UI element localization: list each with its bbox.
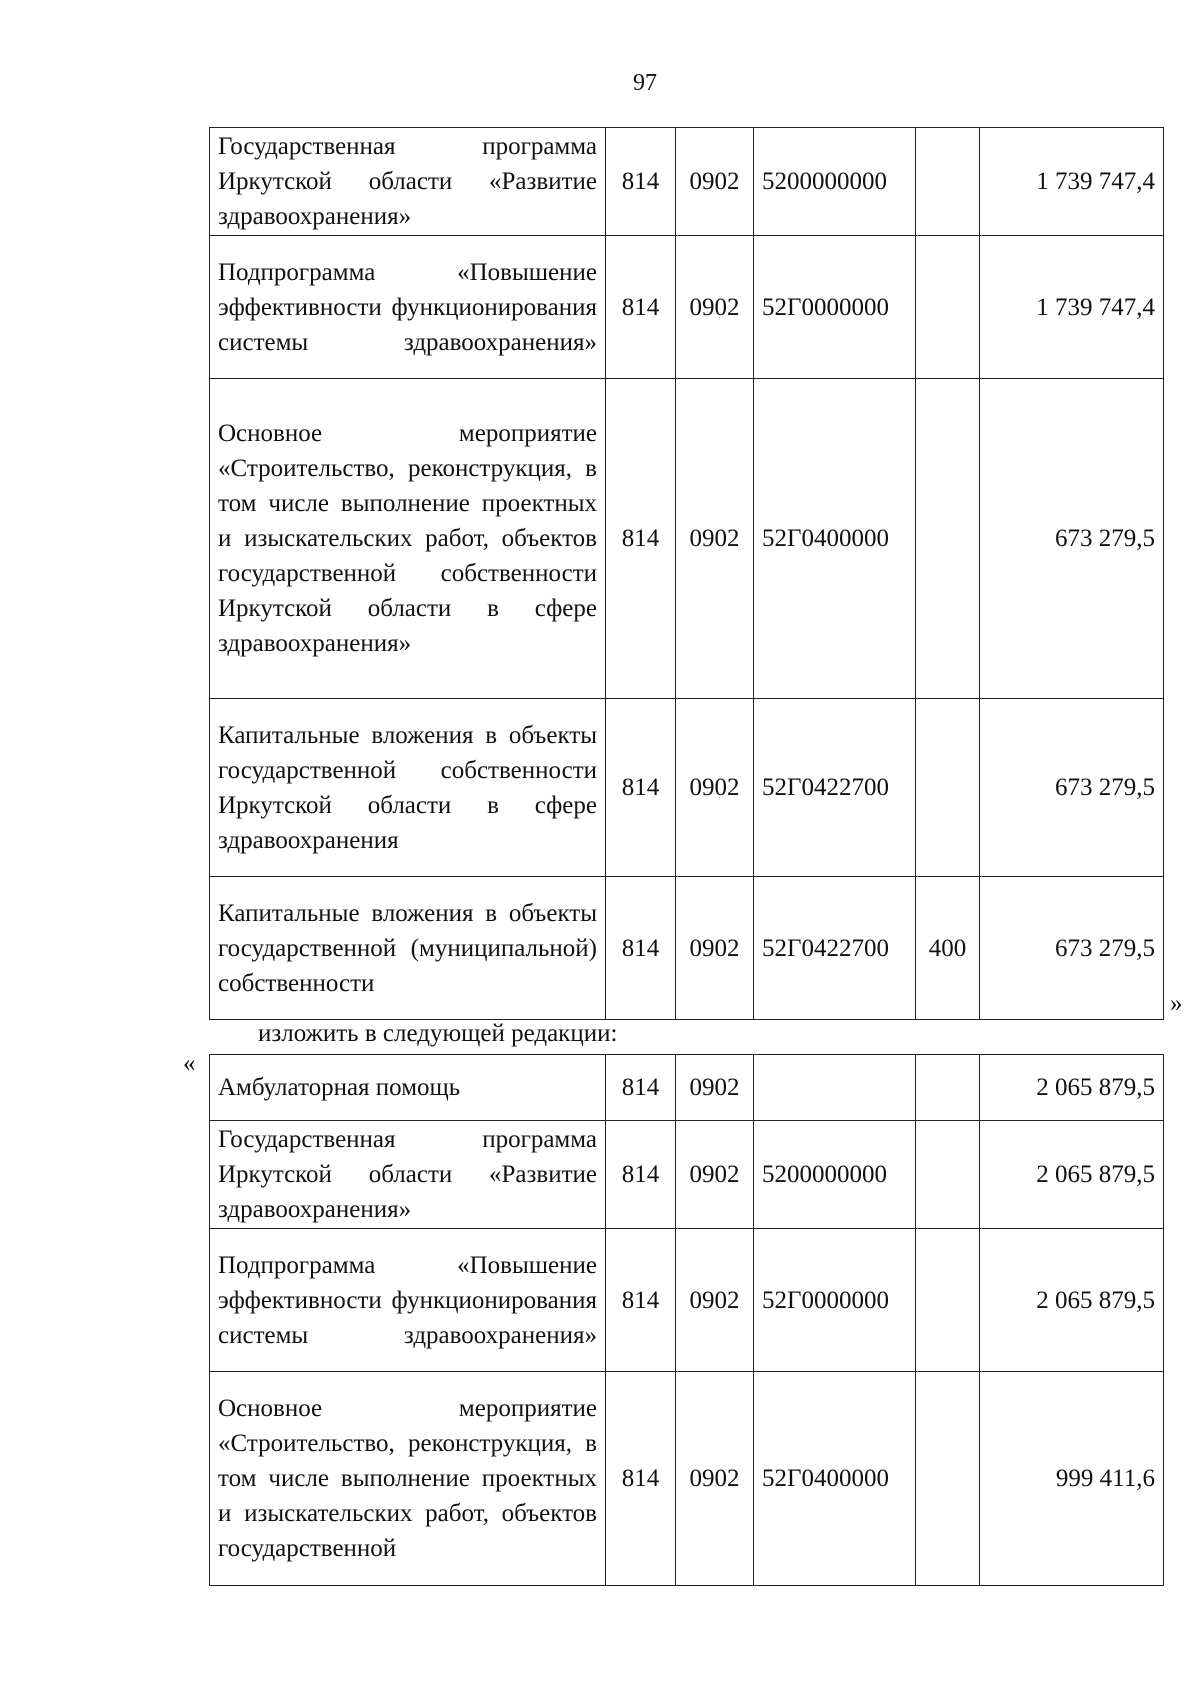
cell-sum: 673 279,5 [980,699,1164,877]
cell-sum: 673 279,5 [980,379,1164,699]
cell-sum: 1 739 747,4 [980,236,1164,379]
row-name: Капитальные вложения в объекты государственной (муниципальной) собственности [210,877,606,1020]
budget-table-before [209,127,1164,1020]
row-name: Государственная программа Иркутской области «Развитие здравоохранения» [210,128,606,236]
cell-gr: 814 [606,1229,676,1372]
row-name: Капитальные вложения в объекты государственной собственности Иркутской области в сфере здравоохранения [210,699,606,877]
cell-sum: 673 279,5 [980,877,1164,1020]
cell-rz: 0902 [676,1229,754,1372]
cell-csr: 52Г0400000 [754,1372,916,1586]
cell-vr [916,128,980,236]
cell-vr [916,1121,980,1229]
cell-gr: 814 [606,236,676,379]
closing-quote: » [1170,990,1183,1017]
cell-rz: 0902 [676,236,754,379]
cell-rz: 0902 [676,1121,754,1229]
cell-vr [916,1229,980,1372]
cell-sum: 999 411,6 [980,1372,1164,1586]
cell-vr [916,236,980,379]
page-number: 97 [633,70,657,96]
cell-rz: 0902 [676,1372,754,1586]
cell-gr: 814 [606,128,676,236]
row-name: Основное мероприятие «Строительство, реконструкция, в том числе выполнение проектных и изыскательских работ, объектов государственной [210,1372,606,1586]
table-row [210,128,1164,236]
cell-sum: 1 739 747,4 [980,128,1164,236]
budget-table-after [209,1054,1164,1586]
cell-sum: 2 065 879,5 [980,1055,1164,1121]
cell-gr: 814 [606,1372,676,1586]
cell-rz: 0902 [676,699,754,877]
cell-sum: 2 065 879,5 [980,1121,1164,1229]
cell-csr: 52Г0422700 [754,699,916,877]
row-name: Подпрограмма «Повышение эффективности функционирования системы здравоохранения» [210,236,606,379]
table-row [210,1121,1164,1229]
cell-gr: 814 [606,1121,676,1229]
cell-rz: 0902 [676,877,754,1020]
cell-csr: 52Г0000000 [754,1229,916,1372]
cell-csr: 5200000000 [754,1121,916,1229]
cell-csr [754,1055,916,1121]
cell-csr: 52Г0422700 [754,877,916,1020]
transition-text: изложить в следующей редакции: [258,1020,618,1047]
cell-csr: 52Г0000000 [754,236,916,379]
cell-rz: 0902 [676,1055,754,1121]
row-name: Подпрограмма «Повышение эффективности функционирования системы здравоохранения» [210,1229,606,1372]
cell-gr: 814 [606,379,676,699]
table-row [210,877,1164,1020]
table-row [210,1229,1164,1372]
row-name: Основное мероприятие «Строительство, реконструкция, в том числе выполнение проектных и изыскательских работ, объектов государственной собственности Иркутской области в сфере здравоохранения» [210,379,606,699]
table-row [210,1372,1164,1586]
cell-vr [916,379,980,699]
table-row [210,1055,1164,1121]
row-name: Амбулаторная помощь [210,1055,606,1121]
table-row [210,379,1164,699]
opening-quote: « [183,1050,196,1077]
cell-gr: 814 [606,1055,676,1121]
table-row [210,236,1164,379]
cell-vr [916,699,980,877]
cell-csr: 52Г0400000 [754,379,916,699]
cell-rz: 0902 [676,128,754,236]
table-row [210,699,1164,877]
cell-sum: 2 065 879,5 [980,1229,1164,1372]
cell-gr: 814 [606,877,676,1020]
cell-gr: 814 [606,699,676,877]
cell-vr: 400 [916,877,980,1020]
cell-vr [916,1055,980,1121]
cell-vr [916,1372,980,1586]
cell-rz: 0902 [676,379,754,699]
cell-csr: 5200000000 [754,128,916,236]
row-name: Государственная программа Иркутской области «Развитие здравоохранения» [210,1121,606,1229]
